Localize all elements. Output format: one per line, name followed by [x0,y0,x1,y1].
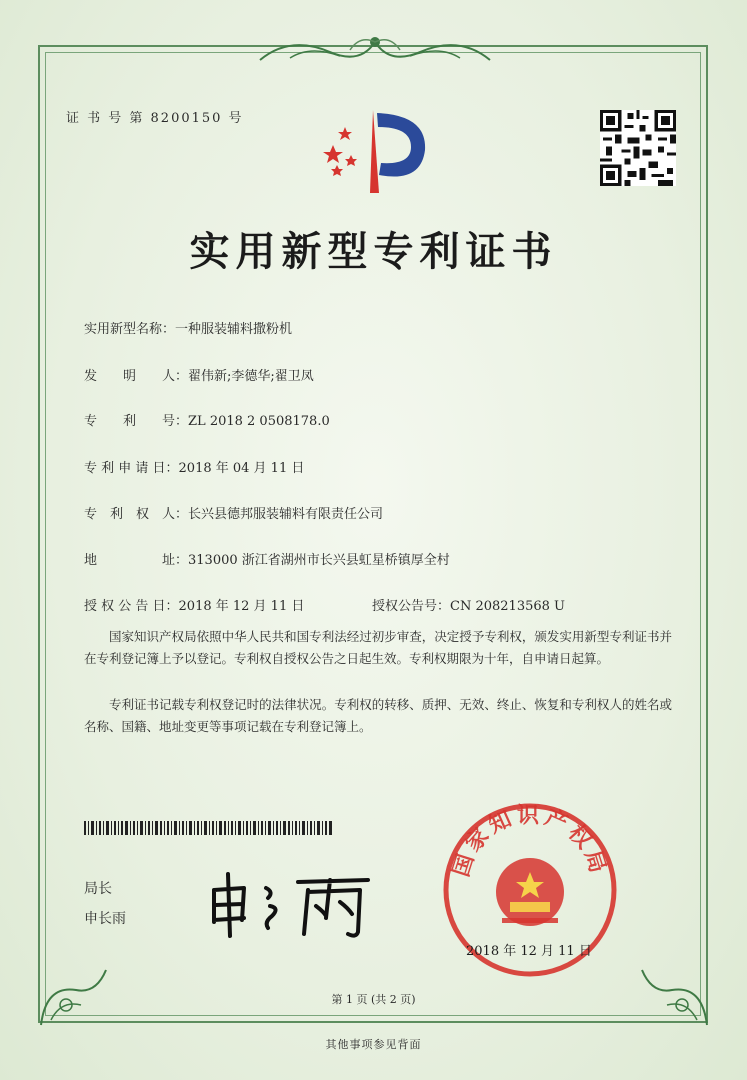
director-title: 局长 [84,881,112,897]
director-name: 申长雨 [84,911,126,927]
field-address: 地 址：313000 浙江省湖州市长兴县虹星桥镇厚全村 [84,553,450,568]
field-patent-number: 专 利 号：ZL 2018 2 0508178.0 [84,414,330,429]
qr-code-icon [600,110,676,186]
barcode-icon [84,821,332,835]
certificate-number: 证 书 号 第 8200150 号 [66,111,244,126]
top-ornament-icon [250,30,500,70]
grant-statement-paragraph: 国家知识产权局依照中华人民共和国专利法经过初步审查，决定授予专利权，颁发实用新型专利证书并在专利登记簿上予以登记。专利权自授权公告之日起生效。专利权期限为十年，自申请日起算。 [84,629,672,666]
field-grant-date: 授 权 公 告 日：2018 年 12 月 11 日 [84,599,305,614]
field-application-date: 专 利 申 请 日：2018 年 04 月 11 日 [84,461,305,476]
field-patentee: 专 利 权 人：长兴县德邦服装辅料有限责任公司 [84,507,384,522]
page-number: 第 1 页 (共 2 页) [331,993,416,1006]
director-signature-icon [200,860,380,940]
field-inventor: 发 明 人：翟伟新;李德华;翟卫凤 [84,369,314,384]
field-announcement-number: 授权公告号：CN 208213568 U [372,599,565,614]
certificate-title: 实用新型专利证书 [189,228,558,275]
patent-office-logo-icon [315,105,435,197]
field-utility-model-name: 实用新型名称：一种服装辅料撒粉机 [84,322,293,337]
seal-text: 国家知识产权局 [448,803,612,880]
legal-status-paragraph: 专利证书记载专利权登记时的法律状况。专利权的转移、质押、无效、终止、恢复和专利权人的姓名或名称、国籍、地址变更等事项记载在专利登记簿上。 [84,697,672,734]
seal-date: 2018 年 12 月 11 日 [466,944,592,959]
footer-note: 其他事项参见背面 [325,1038,422,1051]
